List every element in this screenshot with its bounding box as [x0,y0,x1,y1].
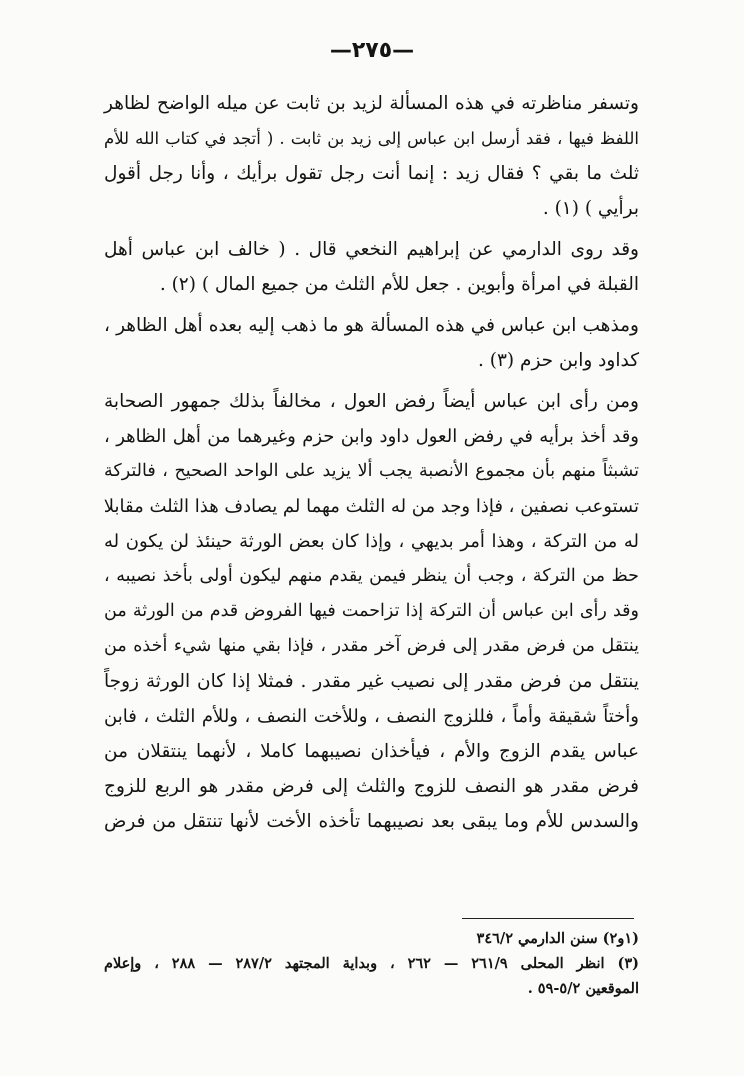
text-line: حظ من التركة ، وجب أن ينظر فيمن يقدم منهم ليكون أولى بأخذ نصيبه ، [104,566,639,586]
text-line: ثلث ما بقي ؟ فقال زيد : إنما أنت رجل تقول برأيك ، وأنا رجل أقول [104,163,639,184]
text-line: ينتقل من فرض مقدر إلى فرض آخر مقدر ، فإذا بقي منها شيء أخذه من [104,636,639,656]
text-line: وأختاً شقيقة وأماً ، فللزوج النصف ، وللأخت النصف ، وللأم الثلث ، فابن [104,706,639,727]
text-line: وقد أخذ برأيه في رفض العول داود وابن حزم وغيرهما من أهل الظاهر ، [104,426,639,447]
text-line: عباس يقدم الزوج والأم ، فيأخذان نصيبهما كاملا ، لأنهما ينتقلان من [104,741,639,762]
text-line: تشبثاً منهم بأن مجموع الأنصبة يجب ألا يزيد على الواحد الصحيح ، فالتركة [104,461,639,481]
paragraph-zayd-debate [104,86,639,226]
footnotes [104,926,639,1001]
text-line: تستوعب نصفين ، فإذا وجد من له الثلث مهما لم يصادف هذا الثلث مقابلا [103,496,639,517]
text-line: كداود وابن حزم (٣) . [477,350,639,371]
footnote-divider [462,918,634,919]
page-number: —٢٧٥— [329,38,415,63]
text-line: له من التركة ، وهذا أمر بديهي ، وإذا كان بعض الورثة حينئذ لن يكون له [104,531,639,552]
text-line: وقد روى الدارمي عن إبراهيم النخعي قال . ( خالف ابن عباس أهل [104,239,639,260]
footnote-1-2: (١و٢) سنن الدارمي ٣٤٦/٢ [476,930,639,947]
text-line: والسدس للأم وما يبقى بعد نصيبهما تأخذه الأخت لأنها تنتقل من فرض [104,811,639,832]
paragraph-awl [104,384,639,839]
text-line: ومذهب ابن عباس في هذه المسألة هو ما ذهب إليه بعده أهل الظاهر ، [104,315,639,336]
text-line: ينتقل من فرض مقدر إلى نصيب غير مقدر . فمثلا إذا كان الورثة زوجاً [104,671,639,692]
text-line: وقد رأى ابن عباس أن التركة إذا تزاحمت فيها الفروض قدم من الورثة من [104,601,639,621]
body-text [104,86,639,845]
text-line: وتسفر مناظرته في هذه المسألة لزيد بن ثابت عن ميله الواضح لظاهر [104,93,639,114]
text-line: برأيي ) (١) . [542,198,639,219]
footnote-3: (٣) انظر المحلى ٢٦١/٩ — ٢٦٢ ، وبداية المجتهد ٢٨٧/٢ — ٢٨٨ ، وإعلام [104,955,639,972]
paragraph-darimi [104,232,639,302]
text-line: فرض مقدر هو النصف للزوج والثلث إلى فرض مقدر هو الربع للزوج [104,776,639,797]
paragraph-zahiri [104,308,639,378]
text-line: ومن رأى ابن عباس أيضاً رفض العول ، مخالفاً بذلك جمهور الصحابة [104,391,639,412]
text-line: القبلة في امرأة وأبوين . جعل للأم الثلث من جميع المال ) (٢) . [159,274,639,295]
footnote-3-continued: الموقعين ٥/٢-٥٩ . [527,980,639,997]
text-line: اللفظ فيها ، فقد أرسل ابن عباس إلى زيد بن ثابت . ( أتجد في كتاب الله للأم [104,129,639,148]
